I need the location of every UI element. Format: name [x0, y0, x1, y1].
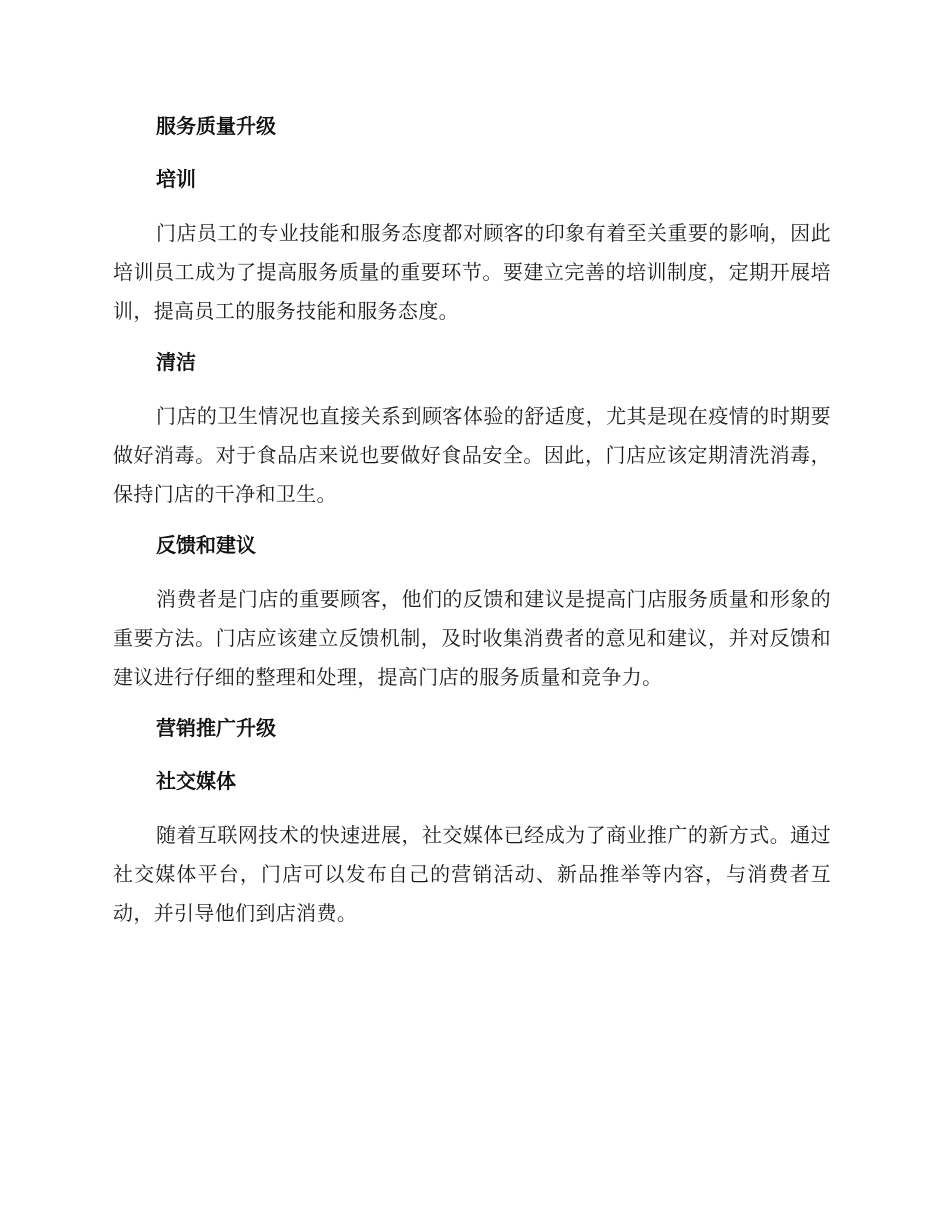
- subsection-heading-social-media: 社交媒体: [156, 769, 236, 793]
- document-body: [113, 108, 831, 946]
- section-heading-service-quality: 服务质量升级: [156, 114, 276, 138]
- paragraph-cleaning: 门店的卫生情况也直接关系到顾客体验的舒适度，尤其是现在疫情的时期要做好消毒。对于食品店来说也要做好食品安全。因此，门店应该定期清洗消毒，保持门店的干净和卫生。: [113, 404, 831, 506]
- section-heading-marketing: 营销推广升级: [156, 716, 276, 740]
- subsection-heading-cleaning: 清洁: [156, 350, 196, 374]
- paragraph-training: 门店员工的专业技能和服务态度都对顾客的印象有着至关重要的影响，因此培训员工成为了提高服务质量的重要环节。要建立完善的培训制度，定期开展培训，提高员工的服务技能和服务态度。: [113, 221, 831, 323]
- paragraph-feedback: 消费者是门店的重要顾客，他们的反馈和建议是提高门店服务质量和形象的重要方法。门店应该建立反馈机制，及时收集消费者的意见和建议，并对反馈和建议进行仔细的整理和处理，提高门店的服务质量和竞争力。: [113, 587, 831, 689]
- paragraph-social-media: 随着互联网技术的快速进展，社交媒体已经成为了商业推广的新方式。通过社交媒体平台，门店可以发布自己的营销活动、新品推举等内容，与消费者互动，并引导他们到店消费。: [113, 823, 831, 925]
- subsection-heading-feedback: 反馈和建议: [156, 533, 256, 557]
- subsection-heading-training: 培训: [156, 167, 196, 191]
